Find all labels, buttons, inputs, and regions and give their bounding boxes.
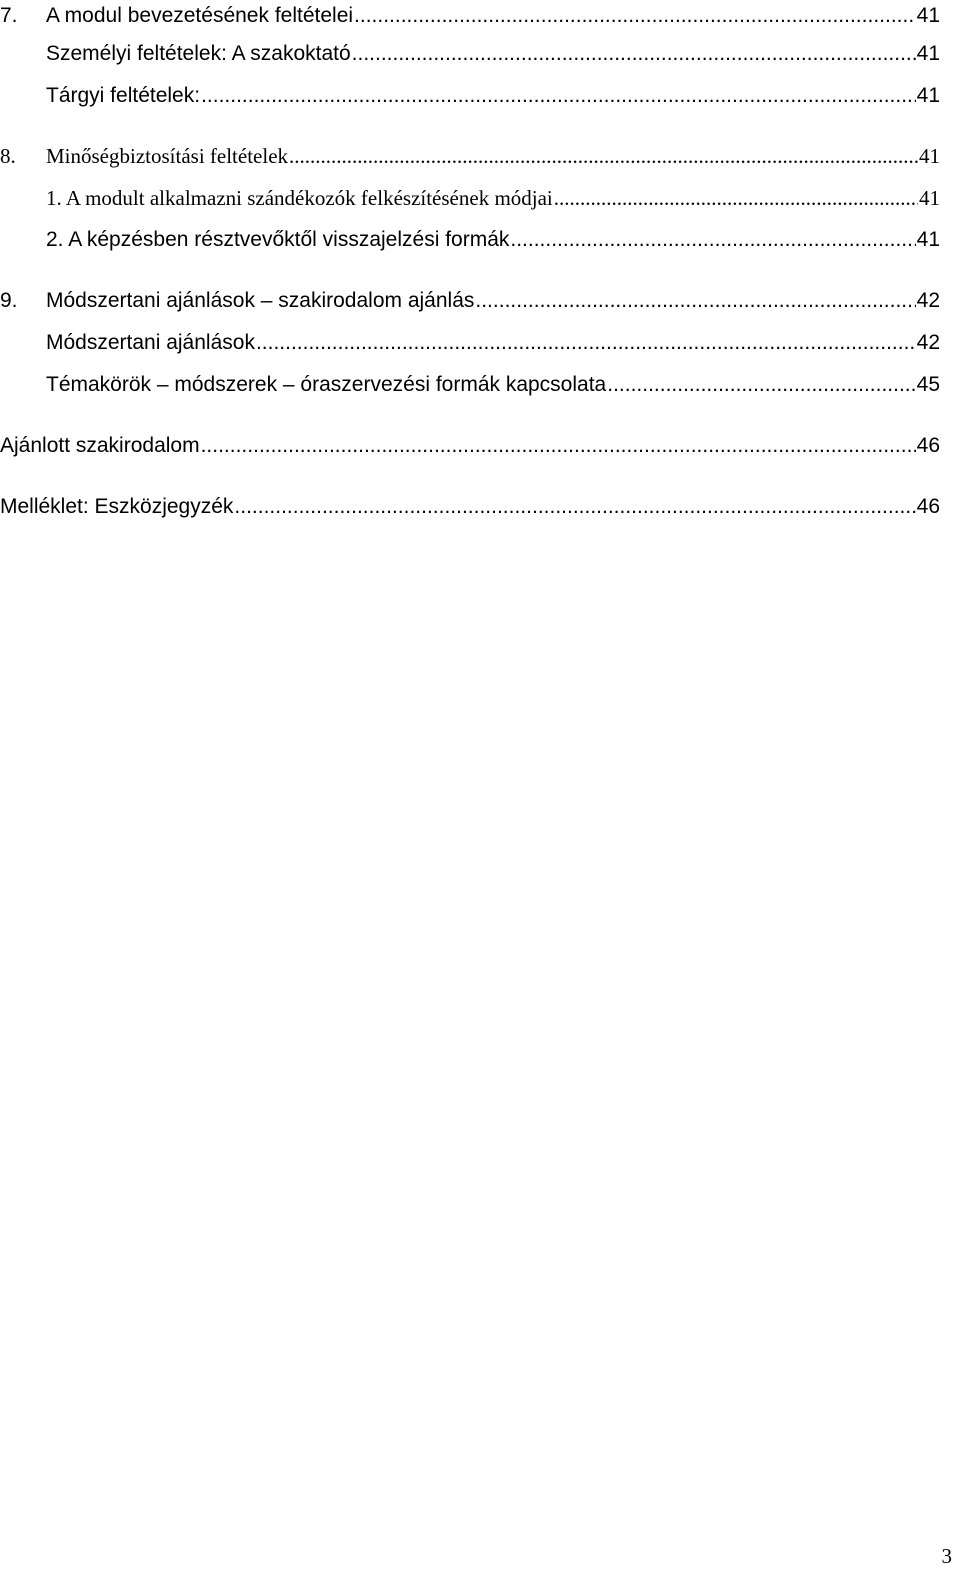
toc-entry-number: 7. bbox=[0, 4, 18, 27]
toc-entry-title: Módszertani ajánlások bbox=[46, 331, 255, 354]
toc-entry-title: A modul bevezetésének feltételei bbox=[46, 4, 354, 27]
toc-entry[interactable] bbox=[0, 140, 940, 172]
toc-dot-leader bbox=[201, 80, 916, 112]
toc-dot-leader bbox=[554, 182, 918, 214]
toc-entry-page: 42 bbox=[916, 289, 940, 312]
toc-entry-page: 41 bbox=[916, 42, 940, 65]
toc-dot-leader bbox=[607, 369, 915, 401]
toc-entry-title: Személyi feltételek: A szakoktató bbox=[46, 42, 351, 65]
toc-entry[interactable] bbox=[46, 327, 940, 359]
toc-entry-page: 41 bbox=[919, 186, 940, 210]
toc-dot-leader bbox=[510, 224, 915, 256]
toc-entry-title: Melléklet: Eszközjegyzék bbox=[0, 495, 234, 518]
toc-entry-page: 41 bbox=[916, 4, 940, 27]
toc-entry-title: 2. A képzésben résztvevőktől visszajelzési formák bbox=[46, 228, 510, 251]
toc-dot-leader bbox=[354, 0, 916, 32]
toc-entry-page: 42 bbox=[916, 331, 940, 354]
toc-entry[interactable] bbox=[0, 0, 940, 32]
toc-entry-page: 41 bbox=[916, 84, 940, 107]
toc-entry-page: 41 bbox=[916, 228, 940, 251]
toc-dot-leader bbox=[289, 140, 918, 172]
toc-entry-title: Módszertani ajánlások – szakirodalom ajánlás bbox=[46, 289, 475, 312]
toc-dot-leader bbox=[201, 430, 916, 462]
toc-entry-title: Tárgyi feltételek: bbox=[46, 84, 201, 107]
toc-dot-leader bbox=[475, 285, 915, 317]
toc-entry[interactable] bbox=[46, 369, 940, 401]
page-number: 3 bbox=[941, 1544, 952, 1568]
toc-entry-page: 46 bbox=[916, 495, 940, 518]
toc-entry[interactable] bbox=[46, 38, 940, 70]
toc-entry-title: Ajánlott szakirodalom bbox=[0, 434, 200, 457]
toc-entry[interactable] bbox=[46, 182, 940, 214]
toc-entry-number: 9. bbox=[0, 289, 18, 312]
toc-entry-title: Minőségbiztosítási feltételek bbox=[46, 144, 289, 168]
toc-entry[interactable] bbox=[0, 491, 940, 523]
toc-entry-title: 1. A modult alkalmazni szándékozók felkészítésének módjai bbox=[46, 186, 553, 210]
toc-entry-number: 8. bbox=[0, 144, 16, 168]
toc-dot-leader bbox=[234, 491, 915, 523]
toc-dot-leader bbox=[256, 327, 916, 359]
toc-entry-title: Témakörök – módszerek – óraszervezési formák kapcsolata bbox=[46, 373, 607, 396]
toc-entry-page: 45 bbox=[916, 373, 940, 396]
toc-entry[interactable] bbox=[46, 80, 940, 112]
toc-entry[interactable] bbox=[46, 224, 940, 256]
toc-entry[interactable] bbox=[0, 285, 940, 317]
toc-entry-page: 41 bbox=[919, 144, 940, 168]
toc-entry-page: 46 bbox=[916, 434, 940, 457]
toc-dot-leader bbox=[352, 38, 916, 70]
toc-entry[interactable] bbox=[0, 430, 940, 462]
